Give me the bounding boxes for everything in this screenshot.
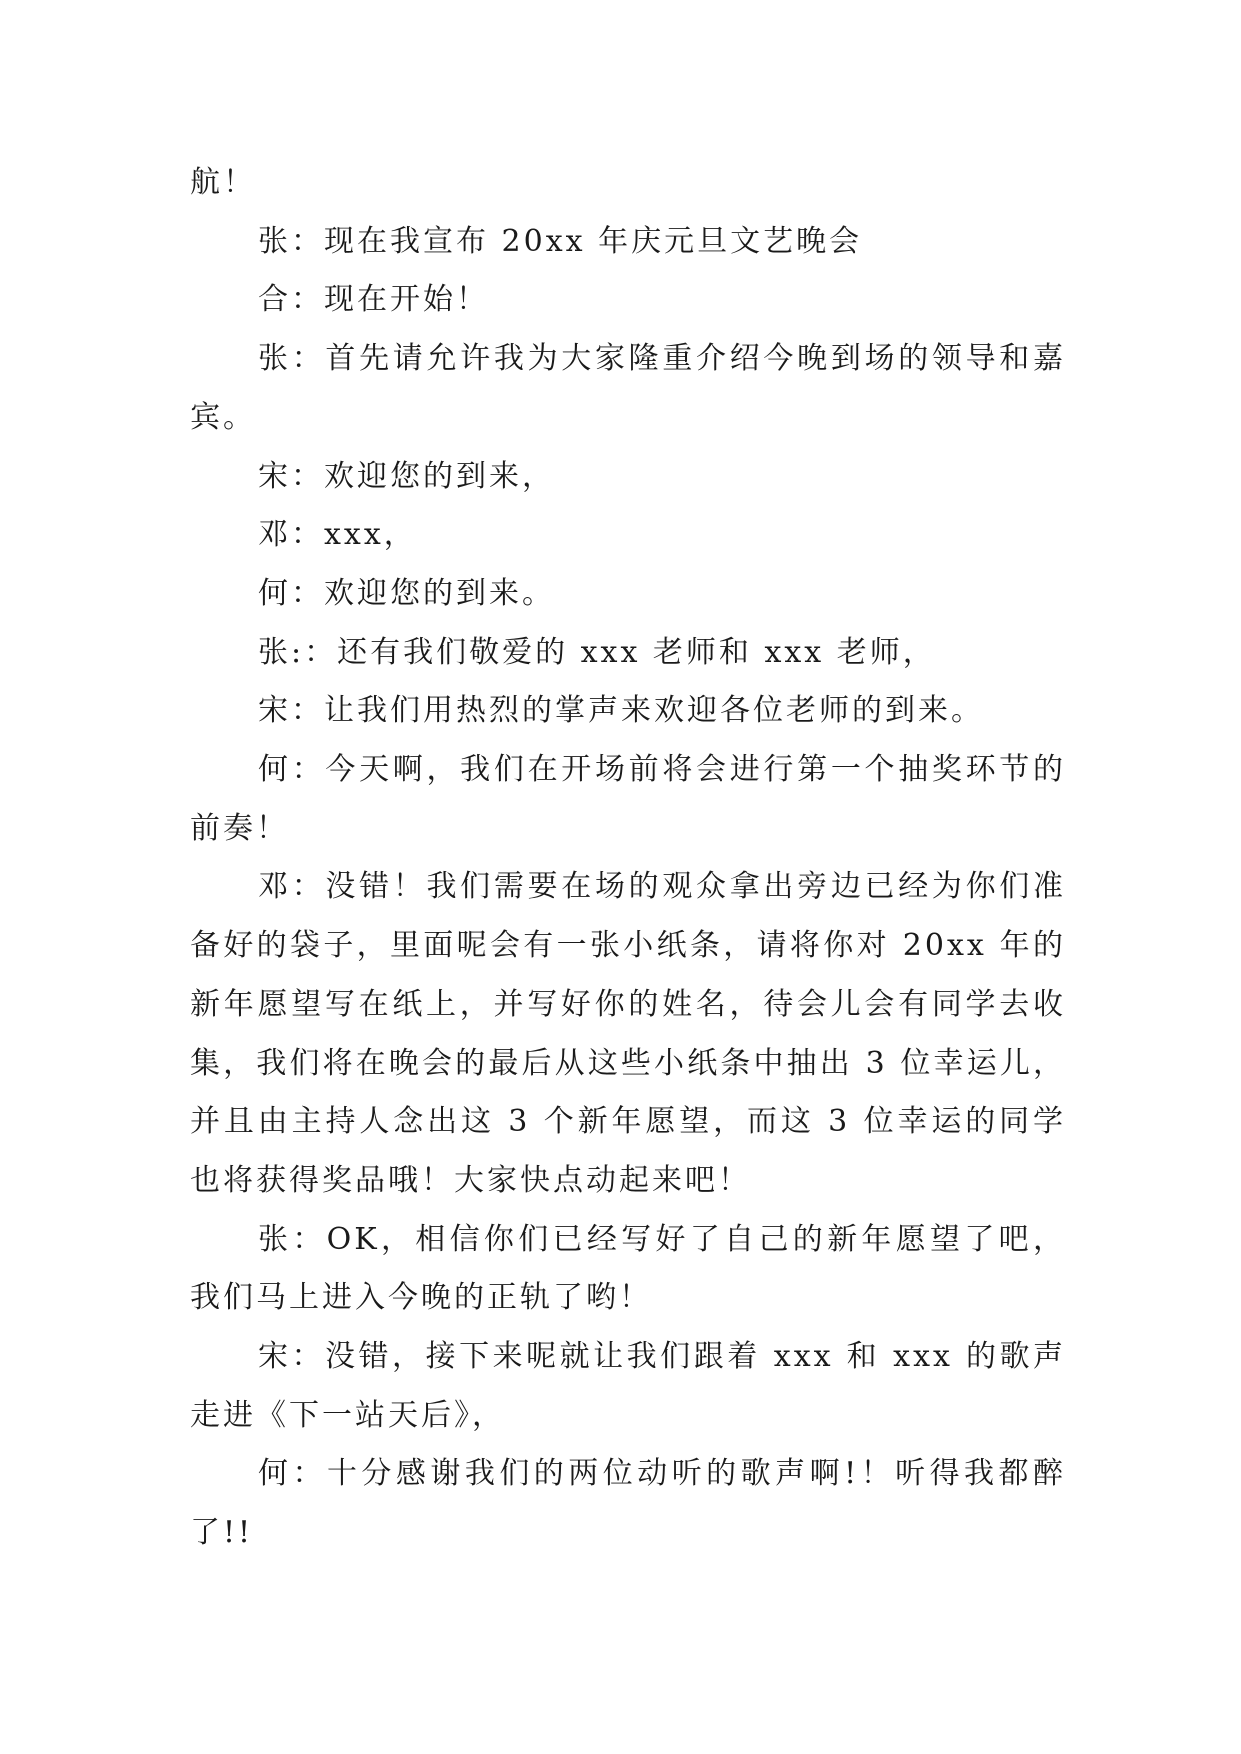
- paragraph-0: 航！: [190, 165, 256, 200]
- paragraph-9: 何：今天啊，我们在开场前将会进行第一个抽奖环节的前奏！: [190, 752, 1066, 846]
- paragraph-4: 宋：欢迎您的到来，: [258, 458, 555, 494]
- paragraph-3: 张：首先请允许我为大家隆重介绍今晚到场的领导和嘉宾。: [190, 341, 1066, 435]
- paragraph-6: 何：欢迎您的到来。: [258, 575, 555, 611]
- paragraph-11: 张：OK，相信你们已经写好了自己的新年愿望了吧，我们马上进入今晚的正轨了哟！: [190, 1221, 1066, 1316]
- paragraph-7: 张:：还有我们敬爱的 xxx 老师和 xxx 老师，: [258, 634, 936, 670]
- paragraph-13: 何：十分感谢我们的两位动听的歌声啊!！听得我都醉了!!: [190, 1456, 1066, 1551]
- paragraph-2: 合：现在开始！: [258, 282, 489, 318]
- paragraph-12: 宋：没错，接下来呢就让我们跟着 xxx 和 xxx 的歌声走进《下一站天后》，: [190, 1339, 1066, 1433]
- paragraph-10: 邓：没错！我们需要在场的观众拿出旁边已经为你们准备好的袋子，里面呢会有一张小纸条，请将你对 20xx 年的新年愿望写在纸上，并写好你的姓名，待会儿会有同学去收集，我们将在晚会的最后从这些小纸条中抽出 3 位幸运儿，并且由主持人念出这 3 个新年愿望，而这 3 位幸运的同学也将获得奖品哦！大家快点动起来吧！: [190, 869, 1066, 1198]
- document-body: [190, 154, 1066, 1563]
- paragraph-1: 张：现在我宣布 20xx 年庆元旦文艺晚会: [258, 223, 863, 259]
- paragraph-5: 邓：xxx，: [258, 517, 417, 553]
- paragraph-8: 宋：让我们用热烈的掌声来欢迎各位老师的到来。: [258, 693, 984, 729]
